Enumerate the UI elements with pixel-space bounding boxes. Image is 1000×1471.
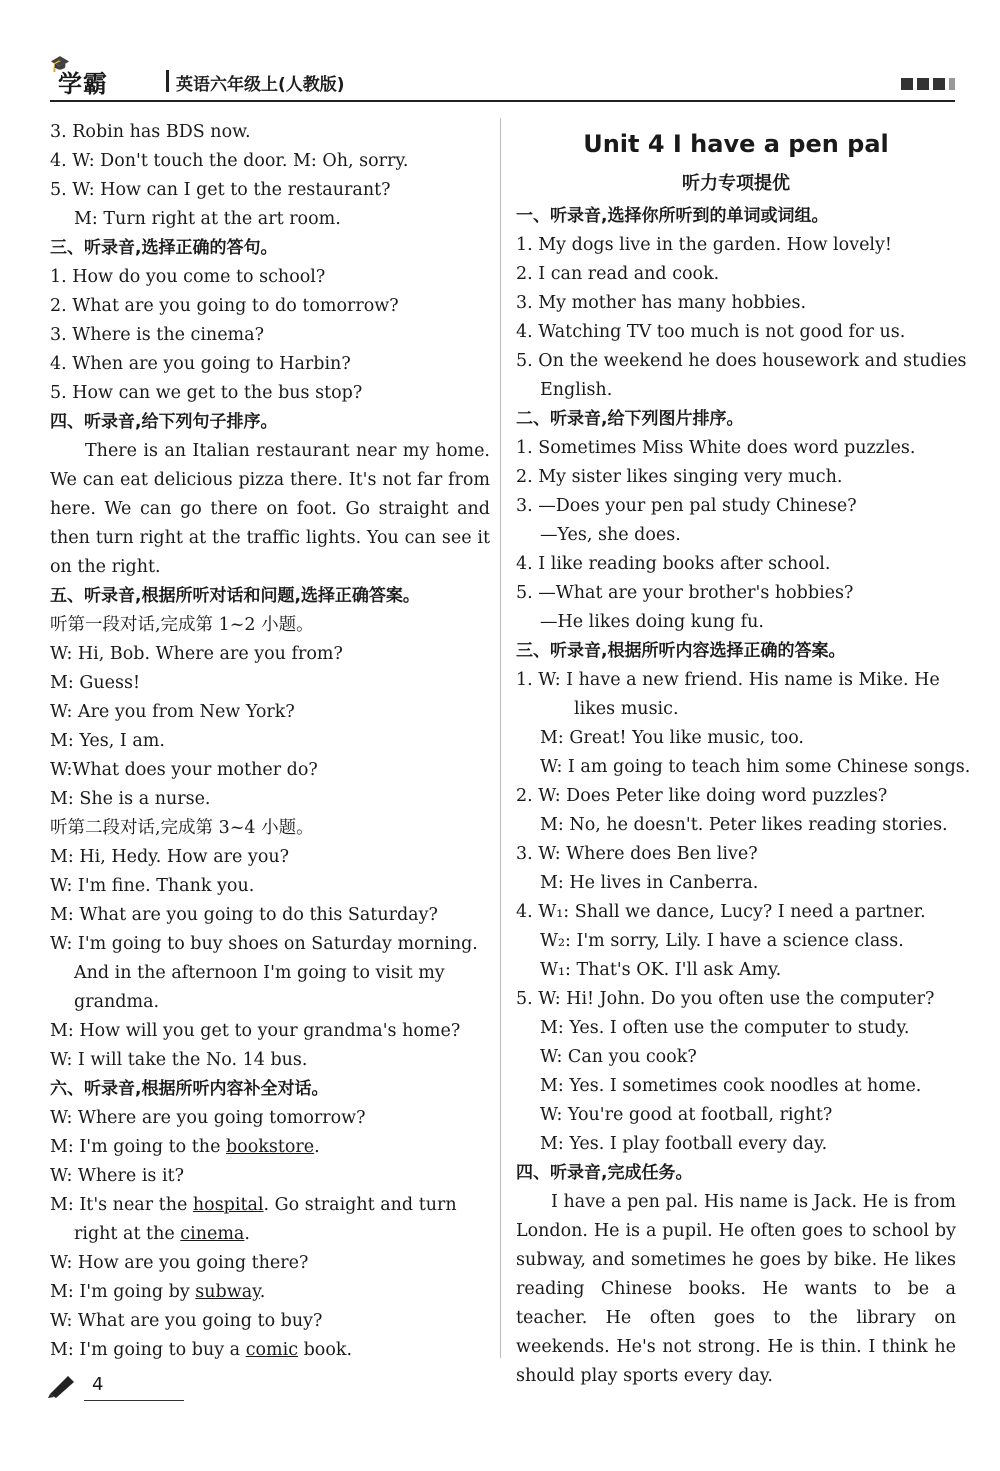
left-column <box>50 118 490 1365</box>
dialog-line: W: Can you cook? <box>540 1047 697 1067</box>
dialog-line: 5. W: Hi! John. Do you often use the computer? <box>516 989 935 1009</box>
dialog-line: M: Hi, Hedy. How are you? <box>50 847 290 867</box>
list-item: 1. Sometimes Miss White does word puzzles. <box>516 438 916 458</box>
text-line: 3. Robin has BDS now. <box>50 122 251 142</box>
dialog-text: M: I'm going to buy a <box>50 1340 246 1360</box>
list-item: 3. Where is the cinema? <box>50 325 264 345</box>
header-separator <box>166 70 169 92</box>
dialog-line <box>50 1336 490 1365</box>
list-item: 4. I like reading books after school. <box>516 554 831 574</box>
dialog-line: grandma. <box>74 992 160 1012</box>
section-heading: 五、听录音,根据所听对话和问题,选择正确答案。 <box>50 586 420 606</box>
list-item-cont: English. <box>540 380 613 400</box>
dialog-text: M: I'm going by <box>50 1282 196 1302</box>
dialog-line: M: How will you get to your grandma's home? <box>50 1021 461 1041</box>
dialog-text: . <box>314 1137 320 1157</box>
dialog-line: W: I'm fine. Thank you. <box>50 876 255 896</box>
dialog-line: M: Yes. I often use the computer to study. <box>540 1018 910 1038</box>
answer-word: hospital <box>192 1195 264 1215</box>
dialog-line: W: Where are you going tomorrow? <box>50 1108 366 1128</box>
dialog-line: M: What are you going to do this Saturday? <box>50 905 438 925</box>
answer-word: comic <box>245 1340 299 1360</box>
dialog-line <box>50 1278 490 1307</box>
dialog-line: W: I will take the No. 14 bus. <box>50 1050 308 1070</box>
dialog-line: And in the afternoon I'm going to visit my <box>74 963 445 983</box>
dialog-text: . <box>259 1282 266 1302</box>
dialog-line: likes music. <box>574 699 679 719</box>
dialog-line: W:What does your mother do? <box>50 760 318 780</box>
dialog-line: W: Are you from New York? <box>50 702 295 722</box>
section-heading: 二、听录音,给下列图片排序。 <box>516 409 744 429</box>
dialog-text: book. <box>298 1340 353 1360</box>
dialog-line: W: Where is it? <box>50 1166 184 1186</box>
dialog-line: M: Guess! <box>50 673 140 693</box>
page-footer <box>48 1372 138 1402</box>
dialog-line: W₂: I'm sorry, Lily. I have a science class. <box>540 931 904 951</box>
dialog-text: M: I'm going to the <box>50 1137 226 1157</box>
dialog-line: M: Great! You like music, too. <box>540 728 804 748</box>
dialog-line: M: He lives in Canberra. <box>540 873 759 893</box>
list-item: 1. How do you come to school? <box>50 267 326 287</box>
section-heading: 四、听录音,完成任务。 <box>516 1163 693 1183</box>
dialog-line: 4. W₁: Shall we dance, Lucy? I need a partner. <box>516 902 926 922</box>
passage: I have a pen pal. His name is Jack. He is from London. He is a pupil. He often goes to school by subway, and sometimes he goes by bike. He likes reading Chinese books. He wants to be a teacher. He often goes to the library on weekends. He's not strong. He is thin. I think he should play sports every day. <box>516 1192 956 1386</box>
dialog-line: W: You're good at football, right? <box>540 1105 833 1125</box>
dialog-line: M: No, he doesn't. Peter likes reading stories. <box>540 815 948 835</box>
dialog-line: W: How are you going there? <box>50 1253 309 1273</box>
sub-heading: 听第一段对话,完成第 1~2 小题。 <box>50 615 314 635</box>
header-decoration <box>901 78 955 90</box>
dialog-text: . Go straight and turn <box>263 1195 457 1215</box>
list-item: 2. My sister likes singing very much. <box>516 467 843 487</box>
footer-rule <box>84 1400 184 1401</box>
dialog-line <box>50 1191 490 1220</box>
dialog-text: M: It's near the <box>50 1195 193 1215</box>
dialog-line: W: Hi, Bob. Where are you from? <box>50 644 343 664</box>
page-header <box>50 54 955 102</box>
sub-heading: 听第二段对话,完成第 3~4 小题。 <box>50 818 314 838</box>
list-item: 2. What are you going to do tomorrow? <box>50 296 399 316</box>
text-line: M: Turn right at the art room. <box>74 209 341 229</box>
section-subtitle: 听力专项提优 <box>682 173 790 194</box>
text-line: 5. W: How can I get to the restaurant? <box>50 180 391 200</box>
dialog-line: 1. W: I have a new friend. His name is Mike. He <box>516 670 940 690</box>
dialog-line <box>50 1220 490 1249</box>
dialog-line: M: Yes. I sometimes cook noodles at home. <box>540 1076 922 1096</box>
dialog-line: W: What are you going to buy? <box>50 1311 323 1331</box>
dialog-line: 3. W: Where does Ben live? <box>516 844 758 864</box>
list-item: 5. How can we get to the bus stop? <box>50 383 363 403</box>
column-divider <box>500 118 501 1358</box>
list-item: 4. Watching TV too much is not good for us. <box>516 322 906 342</box>
list-item: 2. I can read and cook. <box>516 264 720 284</box>
answer-word: cinema <box>180 1224 245 1244</box>
section-heading: 三、听录音,根据所听内容选择正确的答案。 <box>516 641 846 661</box>
list-item-cont: —He likes doing kung fu. <box>540 612 764 632</box>
pen-icon <box>48 1372 78 1398</box>
dialog-line: M: Yes. I play football every day. <box>540 1134 828 1154</box>
unit-title: Unit 4 I have a pen pal <box>583 130 889 158</box>
list-item: 4. When are you going to Harbin? <box>50 354 351 374</box>
section-heading: 四、听录音,给下列句子排序。 <box>50 412 278 432</box>
dialog-text: . <box>244 1224 250 1244</box>
list-item: 3. —Does your pen pal study Chinese? <box>516 496 857 516</box>
list-item: 5. On the weekend he does housework and studies <box>516 351 967 371</box>
brand-logo: 学霸 <box>58 70 108 98</box>
answer-word: subway <box>195 1282 260 1302</box>
dialog-line: W: I'm going to buy shoes on Saturday morning. <box>50 934 478 954</box>
right-column <box>516 118 971 1391</box>
list-item: 5. —What are your brother's hobbies? <box>516 583 854 603</box>
graduation-cap-icon: 🎓 <box>50 54 70 73</box>
list-item: 1. My dogs live in the garden. How lovely! <box>516 235 892 255</box>
dialog-line: W: I am going to teach him some Chinese songs. <box>540 757 971 777</box>
list-item: 3. My mother has many hobbies. <box>516 293 807 313</box>
passage: There is an Italian restaurant near my home. We can eat delicious pizza there. It's not far from here. We can go there on foot. Go straight and then turn right at the traffic lights. You can see it on the right. <box>50 441 490 577</box>
text-line: 4. W: Don't touch the door. M: Oh, sorry. <box>50 151 409 171</box>
dialog-line: W₁: That's OK. I'll ask Amy. <box>540 960 782 980</box>
dialog-line: M: She is a nurse. <box>50 789 211 809</box>
page-number: 4 <box>92 1374 104 1395</box>
section-heading: 三、听录音,选择正确的答句。 <box>50 238 278 258</box>
dialog-block <box>516 666 971 1159</box>
book-title: 英语六年级上(人教版) <box>176 75 345 95</box>
section-heading: 一、听录音,选择你所听到的单词或词组。 <box>516 206 829 226</box>
list-item-cont: —Yes, she does. <box>540 525 681 545</box>
dialog-line <box>50 1133 490 1162</box>
answer-word: bookstore <box>225 1137 315 1157</box>
section-heading: 六、听录音,根据所听内容补全对话。 <box>50 1079 329 1099</box>
dialog-line: M: Yes, I am. <box>50 731 165 751</box>
dialog-text: right at the <box>74 1224 181 1244</box>
dialog-line: 2. W: Does Peter like doing word puzzles? <box>516 786 888 806</box>
